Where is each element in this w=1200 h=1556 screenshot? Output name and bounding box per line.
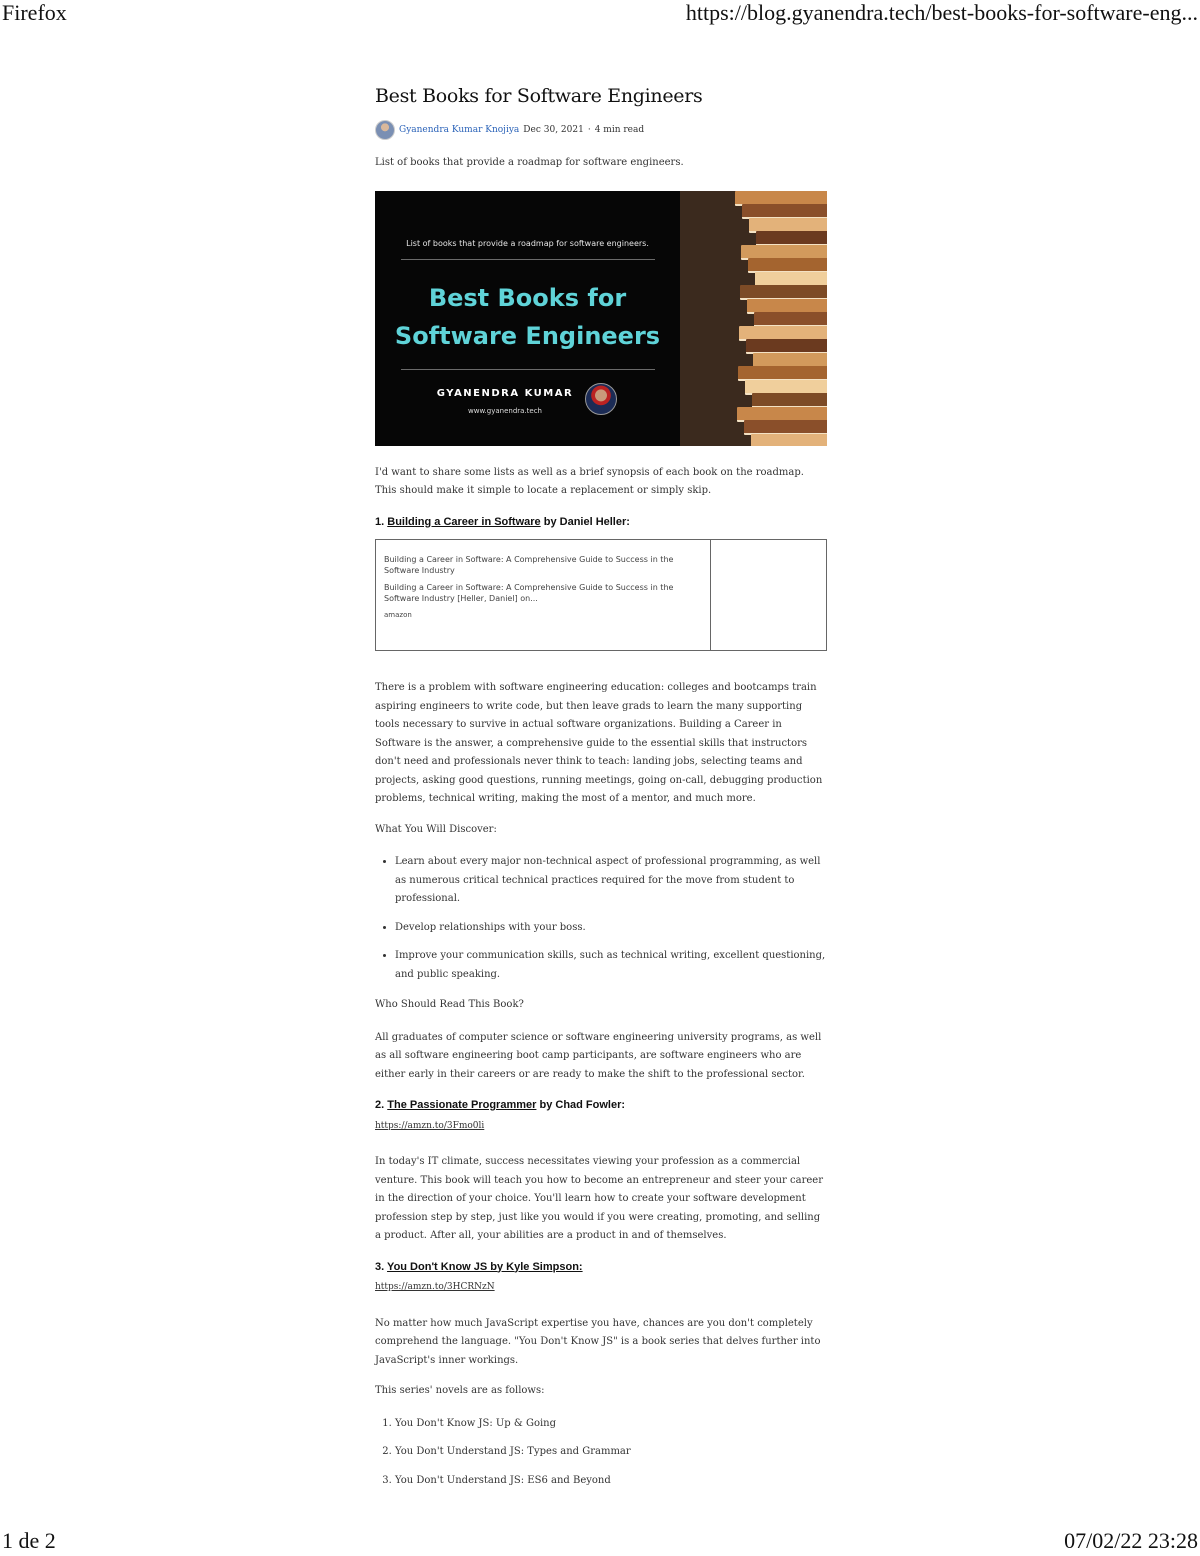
list-item: • Develop relationships with your boss. [395, 919, 827, 938]
hero-title-line2: Software Engineers [394, 321, 661, 350]
series-heading: This series' novels are as follows: [375, 1385, 545, 1396]
book-stack-photo [680, 191, 827, 446]
amazon-embed-card[interactable] [375, 539, 827, 651]
book-spine [754, 312, 827, 327]
embed-title[interactable]: Building a Career in Software: A Comprehensive Guide to Success in the Software Industry [384, 555, 674, 575]
hero-author-photo [585, 383, 617, 415]
list-item: 1. You Don't Know JS: Up & Going [395, 1415, 827, 1434]
discover-heading: What You Will Discover: [375, 823, 497, 835]
list-item: • Learn about every major non-technical aspect of professional programming, as well as numerous critical technical practices required for the move from student to professional. [395, 853, 827, 909]
hero-divider-top [401, 259, 655, 260]
book-spine [740, 285, 827, 300]
hero-image [375, 191, 827, 446]
discover-list [375, 853, 827, 984]
print-timestamp: 07/02/22 23:28 [1064, 1528, 1198, 1553]
hero-title [375, 279, 680, 355]
book-spine [748, 258, 827, 273]
intro-line-2: This should make it simple to locate a replacement or simply skip. [375, 485, 712, 496]
list-item: 3. You Don't Understand JS: ES6 and Beyond [395, 1472, 827, 1491]
book-2-title-link[interactable]: The Passionate Programmer [387, 1099, 537, 1111]
article-title: Best Books for Software Engineers [375, 85, 703, 107]
who-text: All graduates of computer science or software engineering university programs, as well as all software engineering boot camp participants, are software engineers who are either early in their careers or are ready to make the shift to the professional sector. [375, 1031, 822, 1080]
list-item: 2. You Don't Understand JS: Types and Grammar [395, 1443, 827, 1462]
book-1-description: There is a problem with software engineering education: colleges and bootcamps train aspiring engineers to write code, but then leave grads to learn the many supporting tools necessary to survive in actual software organizations. Building a Career in Software is the answer, a comprehensive guide to the essential skills that instructors don't need and professionals never think to teach: landing jobs, selecting teams and projects, asking good questions, running meetings, going on-call, debugging production problems, technical writing, making the most of a mentor, and much more. [375, 682, 823, 804]
byline [375, 120, 827, 140]
who-heading: Who Should Read This Book? [375, 999, 524, 1010]
hero-tagline: List of books that provide a roadmap for software engineers. [406, 238, 649, 248]
book-1-number: 1. [375, 515, 385, 528]
print-header [0, 0, 1200, 28]
hero-banner [375, 191, 680, 446]
book-spine [752, 393, 827, 408]
book-1-title-link[interactable]: Building a Career in Software [387, 515, 541, 528]
book-2-amazon-link[interactable]: https://amzn.to/3Fmo0li [375, 1120, 485, 1131]
author-link[interactable]: Gyanendra Kumar Knojiya [399, 124, 520, 135]
hero-title-line1: Best Books for [428, 283, 627, 312]
list-item: • Improve your communication skills, such as technical writing, excellent questioning, and public speaking. [395, 947, 827, 984]
book-3-amazon-link[interactable]: https://amzn.to/3HCRNzN [375, 1282, 495, 1292]
byline-separator: · [587, 124, 591, 135]
page-indicator: 1 de 2 [2, 1528, 56, 1553]
hero-site: www.gyanendra.tech [468, 406, 542, 415]
book-2-number: 2. [375, 1099, 385, 1111]
read-time: 4 min read [594, 124, 645, 135]
hero-divider-bottom [401, 369, 655, 370]
book-2-author: by Chad Fowler: [539, 1099, 626, 1111]
book-3-description: No matter how much JavaScript expertise you have, chances are you don't completely comprehend the language. "You Don't Know JS" is a book series that delves further into JavaScript's inner workings. [375, 1317, 821, 1366]
series-list [375, 1415, 827, 1491]
embed-description: Building a Career in Software: A Comprehensive Guide to Success in the Software Industry [Heller, Daniel] on... [384, 583, 674, 603]
book-2-heading [375, 1096, 827, 1115]
book-spine [738, 366, 827, 381]
embed-text [376, 540, 711, 650]
book-spine [742, 204, 827, 219]
book-3-title-link[interactable]: You Don't Know JS by Kyle Simpson: [387, 1260, 583, 1273]
publish-date: Dec 30, 2021 [523, 124, 584, 135]
book-3-number: 3. [375, 1260, 385, 1273]
embed-thumbnail[interactable] [711, 540, 826, 650]
browser-app-name: Firefox [2, 0, 67, 25]
book-1-author: by Daniel Heller: [543, 515, 630, 528]
book-spine [746, 339, 827, 354]
author-avatar[interactable] [375, 120, 395, 140]
article-subtitle: List of books that provide a roadmap for software engineers. [375, 157, 684, 168]
article [375, 82, 827, 1500]
intro-line-1: I'd want to share some lists as well as a brief synopsis of each book on the roadmap. [375, 466, 804, 478]
book-spine [756, 231, 827, 246]
hero-author-name: GYANENDRA KUMAR [436, 387, 574, 399]
page-url[interactable]: https://blog.gyanendra.tech/best-books-for-software-eng... [685, 0, 1198, 25]
book-spine [751, 434, 827, 446]
print-footer [0, 1528, 1200, 1556]
book-2-description: In today's IT climate, success necessitates viewing your profession as a commercial venture. This book will teach you how to become an entrepreneur and steer your career in the direction of your choice. You'll learn how to create your software development profession step by step, just like you would if you were creating, promoting, and selling a product. After all, your abilities are a product in and of themselves. [375, 1156, 823, 1241]
book-1-heading [375, 513, 827, 532]
book-3-heading [375, 1258, 827, 1277]
embed-source: amazon [384, 611, 412, 619]
book-spine [744, 420, 827, 435]
